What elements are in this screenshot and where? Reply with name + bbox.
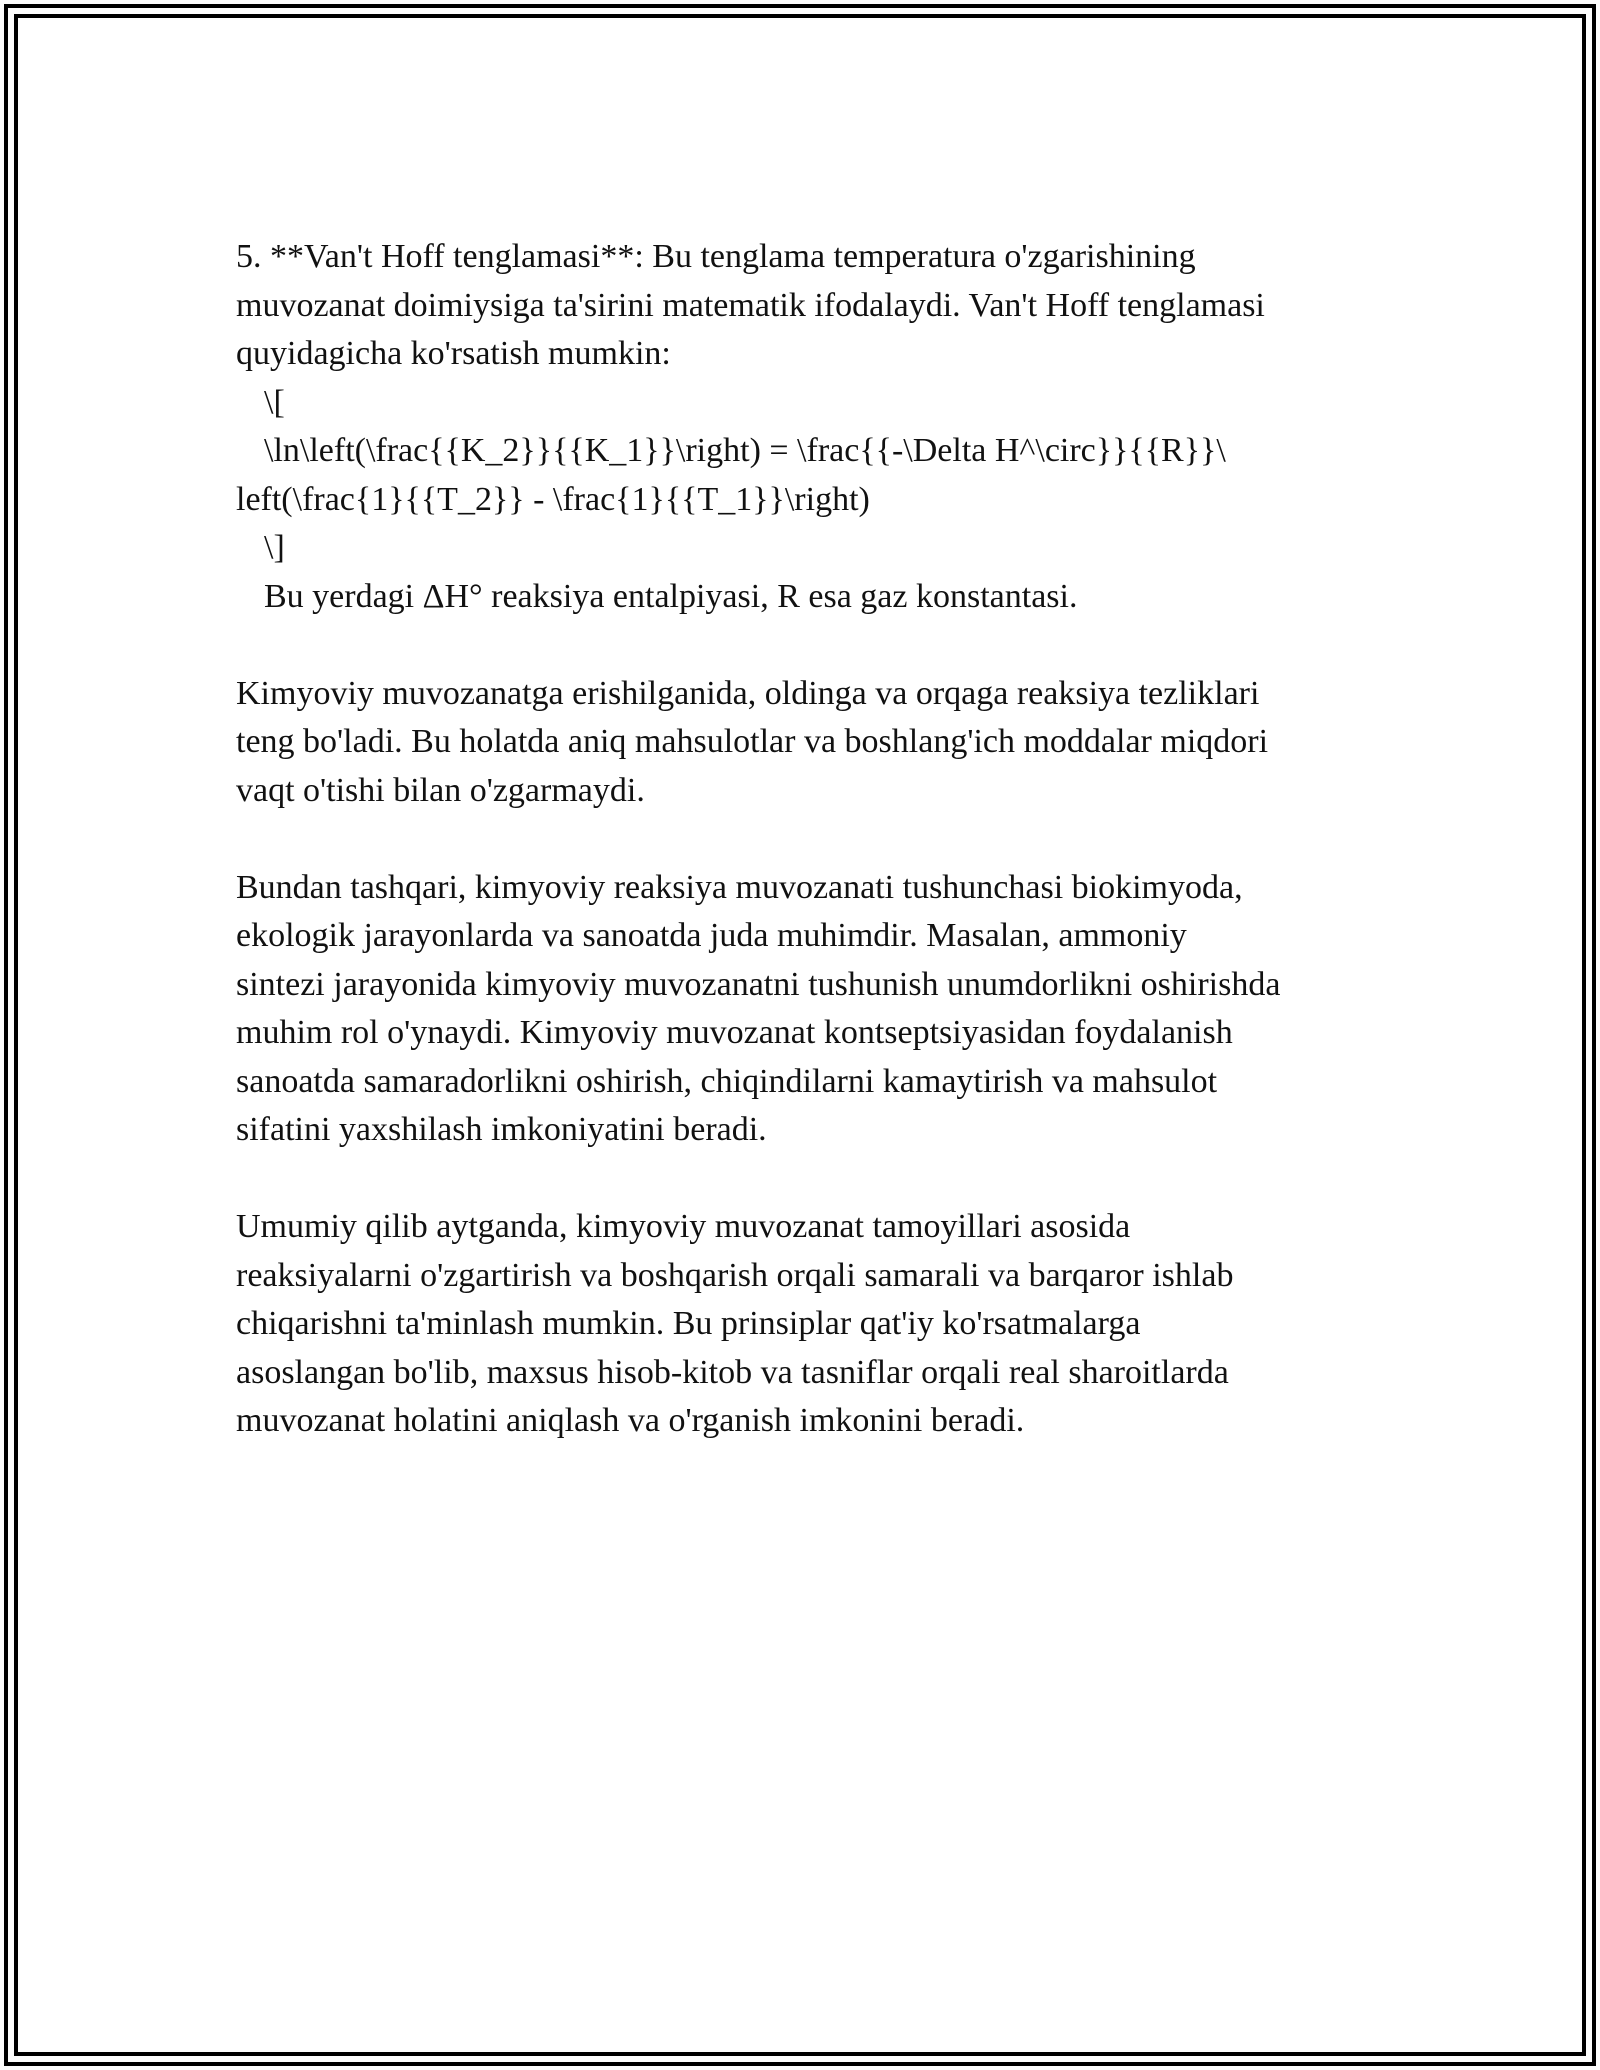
formula-explanation: Bu yerdagi ΔH° reaksiya entalpiyasi, R esa gaz konstantasi. (264, 577, 1078, 615)
text-line: Kimyoviy muvozanatga erishilganida, oldinga va orqaga reaksiya tezliklari (236, 674, 1260, 712)
text-line: sifatini yaxshilash imkoniyatini beradi. (236, 1111, 767, 1148)
formula-close: \] (264, 529, 285, 566)
paragraph-equilibrium-rates (236, 670, 1386, 816)
item-5-vant-hoff (236, 233, 1386, 621)
text-line: sanoatda samaradorlikni oshirish, chiqindilarni kamaytirish va mahsulot (236, 1062, 1218, 1100)
text-line: muvozanat doimiysiga ta'sirini matematik ifodalaydi. Van't Hoff tenglamasi (236, 286, 1265, 324)
paragraph-applications (236, 864, 1386, 1155)
text-line: asoslangan bo'lib, maxsus hisob-kitob va tasniflar orqali real sharoitlarda (236, 1353, 1229, 1391)
text-line: Umumiy qilib aytganda, kimyoviy muvozanat tamoyillari asosida (236, 1208, 1131, 1245)
text-line: quyidagicha ko'rsatish mumkin: (236, 335, 671, 372)
text-line: chiqarishni ta'minlash mumkin. Bu prinsiplar qat'iy ko'rsatmalarga (236, 1305, 1141, 1342)
text-line: 5. **Van't Hoff tenglamasi**: Bu tenglama temperatura o'zgarishining (236, 238, 1196, 275)
text-line: muvozanat holatini aniqlash va o'rganish imkonini beradi. (236, 1402, 1025, 1439)
formula-line: left(\frac{1}{{T_2}} - \frac{1}{{T_1}}\right) (236, 480, 870, 518)
text-line: vaqt o'tishi bilan o'zgarmaydi. (236, 771, 645, 809)
document-body (236, 233, 1386, 1446)
formula-open: \[ (264, 383, 285, 421)
text-line: reaksiyalarni o'zgartirish va boshqarish orqali samarali va barqaror ishlab (236, 1256, 1234, 1294)
text-line: muhim rol o'ynaydi. Kimyoviy muvozanat kontseptsiyasidan foydalanish (236, 1014, 1233, 1051)
text-line: ekologik jarayonlarda va sanoatda juda muhimdir. Masalan, ammoniy (236, 917, 1187, 954)
paragraph-conclusion (236, 1203, 1386, 1446)
text-line: sintezi jarayonida kimyoviy muvozanatni tushunish unumdorlikni oshirishda (236, 965, 1281, 1003)
text-line: teng bo'ladi. Bu holatda aniq mahsulotlar va boshlang'ich moddalar miqdori (236, 723, 1269, 760)
formula-line: \ln\left(\frac{{K_2}}{{K_1}}\right) = \frac{{-\Delta H^\circ}}{{R}}\ (264, 432, 1226, 469)
text-line: Bundan tashqari, kimyoviy reaksiya muvozanati tushunchasi biokimyoda, (236, 868, 1243, 906)
